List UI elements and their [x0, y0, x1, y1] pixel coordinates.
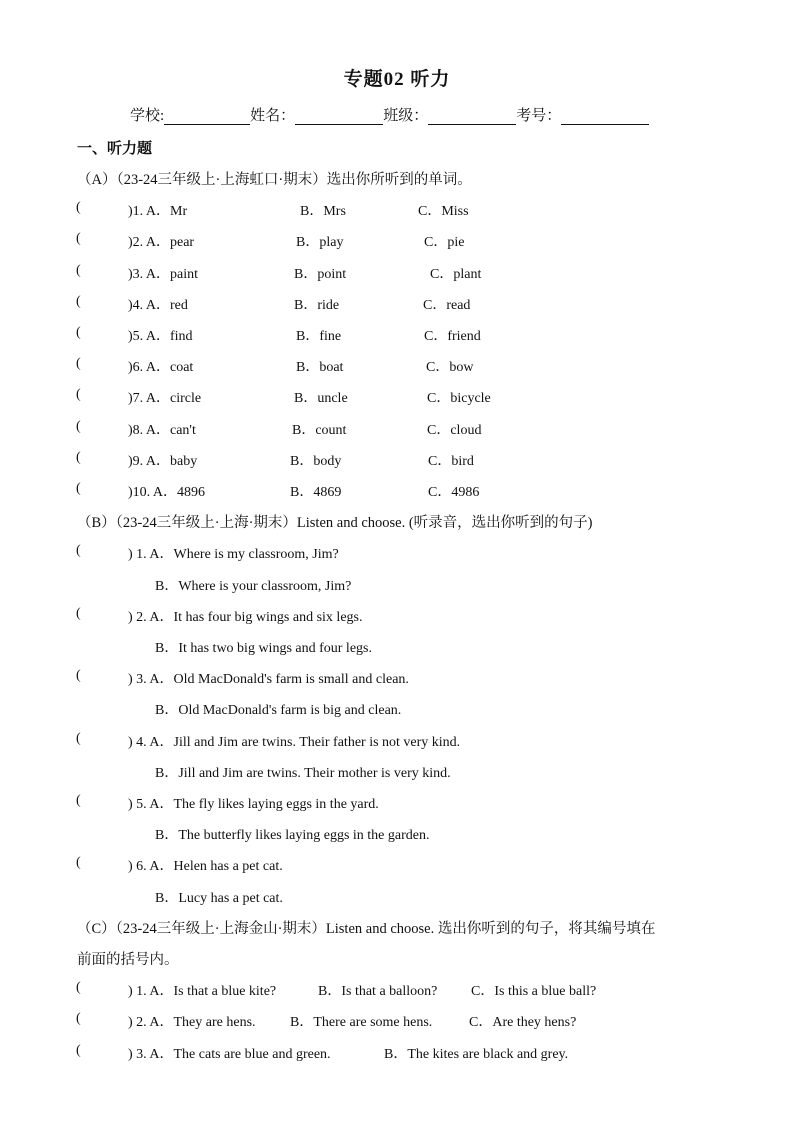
option-a: )3. A．paint [128, 267, 198, 282]
option-b: B．play [296, 235, 344, 250]
exam-number-label: 考号： [516, 108, 562, 124]
answer-bracket[interactable]: ( [76, 1011, 81, 1026]
part-b-question-2 [0, 606, 794, 628]
option-b: B．Mrs [300, 204, 346, 219]
option-b: B．It has two big wings and four legs. [155, 641, 372, 656]
answer-bracket[interactable]: ( [76, 668, 81, 683]
answer-bracket[interactable]: ( [76, 356, 81, 371]
option-b: B．point [294, 267, 347, 282]
answer-bracket[interactable]: ( [76, 231, 81, 246]
option-c: C．bicycle [427, 391, 491, 406]
name-blank[interactable] [295, 110, 383, 125]
part-b-question-1 [0, 543, 794, 565]
option-a: )1. A．Mr [128, 204, 188, 219]
option-c: C．Are they hens? [469, 1015, 577, 1030]
part-a-question-7 [0, 387, 794, 409]
option-a: )6. A．coat [128, 360, 194, 375]
answer-bracket[interactable]: ( [76, 450, 81, 465]
option-c: C．bow [426, 360, 474, 375]
answer-bracket[interactable]: ( [76, 731, 81, 746]
option-b: B．The kites are black and grey. [384, 1047, 569, 1062]
option-a: ) 1. A．Is that a blue kite? [128, 984, 277, 999]
option-a: )4. A．red [128, 298, 188, 313]
part-a-question-9 [0, 450, 794, 472]
option-a: )10. A．4896 [128, 485, 205, 500]
part-a-question-3 [0, 263, 794, 285]
page-title: 专题02 听力 [343, 69, 451, 90]
answer-bracket[interactable]: ( [76, 481, 81, 496]
option-b: B．Is that a balloon? [318, 984, 438, 999]
option-a: ) 2. A．They are hens. [128, 1015, 256, 1030]
part-c-question-2 [0, 1011, 794, 1033]
name-label: 姓名： [250, 108, 296, 124]
option-b: B．count [292, 423, 347, 438]
option-b: B．Old MacDonald's farm is big and clean. [155, 703, 402, 718]
part-b-question-6-option-b [0, 887, 794, 909]
part-a-question-6 [0, 356, 794, 378]
part-c-question-3 [0, 1043, 794, 1065]
part-a-heading: （A）（23-24三年级上·上海虹口·期末）选出你所听到的单词。 [77, 172, 472, 188]
class-label: 班级： [383, 108, 429, 124]
answer-bracket[interactable]: ( [76, 387, 81, 402]
answer-bracket[interactable]: ( [76, 325, 81, 340]
exam-number-blank[interactable] [561, 110, 649, 125]
part-b-question-3-option-b [0, 699, 794, 721]
option-a: ) 1. A．Where is my classroom, Jim? [128, 547, 339, 562]
class-blank[interactable] [428, 110, 516, 125]
part-a-question-10 [0, 481, 794, 503]
option-c: C．Miss [418, 204, 469, 219]
answer-bracket[interactable]: ( [76, 606, 81, 621]
option-c: C．bird [428, 454, 474, 469]
part-b-heading: （B）（23-24三年级上·上海·期末）Listen and choose. (听录音，选出你听到的句子) [77, 515, 593, 531]
option-b: B．The butterfly likes laying eggs in the garden. [155, 828, 430, 843]
part-a-question-1 [0, 200, 794, 222]
option-a: ) 4. A．Jill and Jim are twins. Their father is not very kind. [128, 735, 461, 750]
answer-bracket[interactable]: ( [76, 419, 81, 434]
part-b-question-6 [0, 855, 794, 877]
section-heading: 一、听力题 [77, 141, 153, 157]
option-b: B．4869 [290, 485, 342, 500]
option-b: B．Where is your classroom, Jim? [155, 579, 352, 594]
option-b: B．There are some hens. [290, 1015, 433, 1030]
part-a-question-8 [0, 419, 794, 441]
option-b: B．Lucy has a pet cat. [155, 891, 283, 906]
answer-bracket[interactable]: ( [76, 200, 81, 215]
part-b-question-1-option-b [0, 575, 794, 597]
option-b: B．body [290, 454, 342, 469]
option-c: C．read [423, 298, 471, 313]
school-blank[interactable] [164, 110, 250, 125]
answer-bracket[interactable]: ( [76, 1043, 81, 1058]
option-c: C．4986 [428, 485, 480, 500]
option-a: )5. A．find [128, 329, 193, 344]
option-b: B．Jill and Jim are twins. Their mother is very kind. [155, 766, 451, 781]
part-c-question-1 [0, 980, 794, 1002]
part-a-question-4 [0, 294, 794, 316]
option-a: )2. A．pear [128, 235, 195, 250]
student-info-line [130, 104, 649, 125]
answer-bracket[interactable]: ( [76, 855, 81, 870]
part-a-question-5 [0, 325, 794, 347]
answer-bracket[interactable]: ( [76, 793, 81, 808]
part-c-heading-continued: 前面的括号内。 [77, 952, 179, 968]
option-b: B．ride [294, 298, 340, 313]
option-c: C．plant [430, 267, 482, 282]
answer-bracket[interactable]: ( [76, 263, 81, 278]
option-a: ) 6. A．Helen has a pet cat. [128, 859, 283, 874]
option-c: C．friend [424, 329, 481, 344]
part-b-question-3 [0, 668, 794, 690]
part-b-question-4-option-b [0, 762, 794, 784]
option-a: ) 3. A．Old MacDonald's farm is small and clean. [128, 672, 409, 687]
option-a: )9. A．baby [128, 454, 198, 469]
option-b: B．boat [296, 360, 344, 375]
option-c: C．pie [424, 235, 465, 250]
part-b-question-2-option-b [0, 637, 794, 659]
part-a-question-2 [0, 231, 794, 253]
answer-bracket[interactable]: ( [76, 294, 81, 309]
option-a: ) 2. A．It has four big wings and six legs. [128, 610, 363, 625]
option-c: C．cloud [427, 423, 482, 438]
part-b-question-5 [0, 793, 794, 815]
option-c: C．Is this a blue ball? [471, 984, 597, 999]
option-a: ) 5. A．The fly likes laying eggs in the yard. [128, 797, 379, 812]
answer-bracket[interactable]: ( [76, 543, 81, 558]
part-b-question-5-option-b [0, 824, 794, 846]
part-c-heading: （C）（23-24三年级上·上海金山·期末）Listen and choose. 选出你听到的句子，将其编号填在 [77, 921, 656, 937]
option-a: )7. A．circle [128, 391, 202, 406]
part-b-question-4 [0, 731, 794, 753]
option-b: B．fine [296, 329, 342, 344]
option-a: )8. A．can't [128, 423, 196, 438]
school-label: 学校: [130, 108, 165, 124]
option-b: B．uncle [294, 391, 348, 406]
option-a: ) 3. A．The cats are blue and green. [128, 1047, 331, 1062]
answer-bracket[interactable]: ( [76, 980, 81, 995]
